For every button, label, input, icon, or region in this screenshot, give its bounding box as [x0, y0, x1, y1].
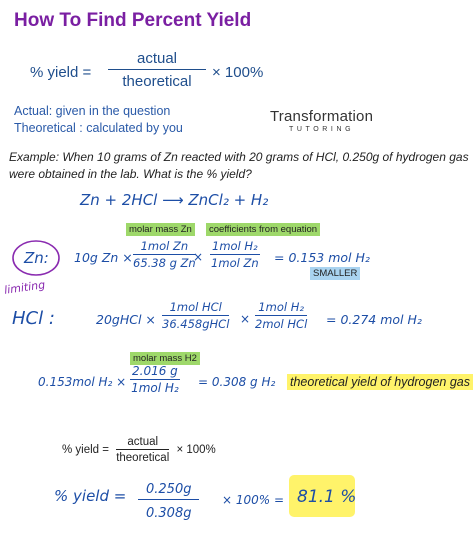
- final-answer: 81.1 %: [297, 487, 357, 507]
- label-molar-mass-zn: molar mass Zn: [126, 223, 195, 236]
- h2-fraction: [130, 364, 180, 395]
- hcl-fraction-1: [162, 300, 229, 331]
- h2-result: = 0.308 g H₂: [198, 375, 276, 389]
- zn-fraction-1: [133, 239, 196, 270]
- zn-fraction-2: [210, 239, 260, 270]
- zn-start: 10g Zn ×: [74, 250, 133, 265]
- reaction-equation: Zn + 2HCl ⟶ ZnCl₂ + H₂: [80, 191, 269, 209]
- formula-denominator: theoretical: [122, 73, 192, 90]
- brand-line2: TUTORING: [288, 126, 355, 133]
- hcl-label: HCl :: [12, 308, 55, 329]
- formula-numerator: actual: [108, 50, 206, 70]
- formula-fraction: [108, 50, 206, 90]
- brand-logo: [270, 109, 373, 133]
- formula-lhs: % yield =: [30, 64, 92, 81]
- zn-f2-denominator: 1mol Zn: [211, 256, 259, 270]
- percent-yield-formula: [30, 50, 270, 100]
- formula-rhs: × 100%: [212, 64, 264, 81]
- h2-start: 0.153mol H₂ ×: [38, 375, 127, 389]
- hcl-times: ×: [240, 312, 251, 326]
- hcl-f1-numerator: 1mol HCl: [162, 300, 229, 316]
- label-smaller: SMALLER: [310, 267, 360, 280]
- hcl-start: 20gHCl ×: [96, 312, 156, 327]
- zn-result: = 0.153 mol H₂: [274, 250, 370, 265]
- hcl-result: = 0.274 mol H₂: [326, 312, 422, 327]
- page-title: How To Find Percent Yield: [14, 10, 252, 31]
- final-denominator: 0.308g: [146, 506, 192, 521]
- example-problem: Example: When 10 grams of Zn reacted with 20 grams of HCl, 0.250g of hydrogen gas were obtained in the lab. What is the % yield?: [9, 150, 469, 181]
- formula-small-denominator: theoretical: [116, 452, 170, 464]
- hcl-f2-denominator: 2mol HCl: [255, 317, 308, 331]
- final-fraction: [138, 482, 199, 521]
- theoretical-yield-label: theoretical yield of hydrogen gas: [287, 374, 473, 390]
- h2-numerator: 2.016 g: [132, 364, 178, 378]
- formula-small-rhs: × 100%: [176, 444, 216, 457]
- note-theoretical: Theoretical : calculated by you: [14, 121, 183, 135]
- formula-small-numerator: actual: [116, 436, 169, 450]
- h2-denominator: 1mol H₂: [131, 381, 179, 395]
- zn-label: Zn:: [24, 249, 49, 267]
- hcl-f1-denominator: 36.458gHCl: [162, 317, 230, 331]
- zn-f2-numerator: 1mol H₂: [212, 239, 258, 253]
- label-molar-mass-h2: molar mass H2: [130, 352, 200, 365]
- formula-small-fraction: [116, 436, 169, 464]
- zn-f1-numerator: 1mol Zn: [133, 239, 196, 255]
- hcl-f2-numerator: 1mol H₂: [255, 300, 307, 316]
- limiting-label: limiting: [3, 278, 46, 297]
- brand-line1: Transformation: [270, 108, 374, 125]
- label-coefficients: coefficients from equation: [206, 223, 320, 236]
- final-times: × 100% =: [222, 493, 285, 507]
- formula-small-lhs: % yield =: [62, 444, 109, 457]
- percent-yield-formula-small: [62, 436, 216, 464]
- final-lhs: % yield =: [54, 487, 127, 505]
- zn-times: ×: [193, 250, 204, 264]
- zn-f1-denominator: 65.38 g Zn: [133, 256, 196, 270]
- hcl-fraction-2: [255, 300, 307, 331]
- final-numerator: 0.250g: [138, 482, 199, 500]
- note-actual: Actual: given in the question: [14, 104, 171, 118]
